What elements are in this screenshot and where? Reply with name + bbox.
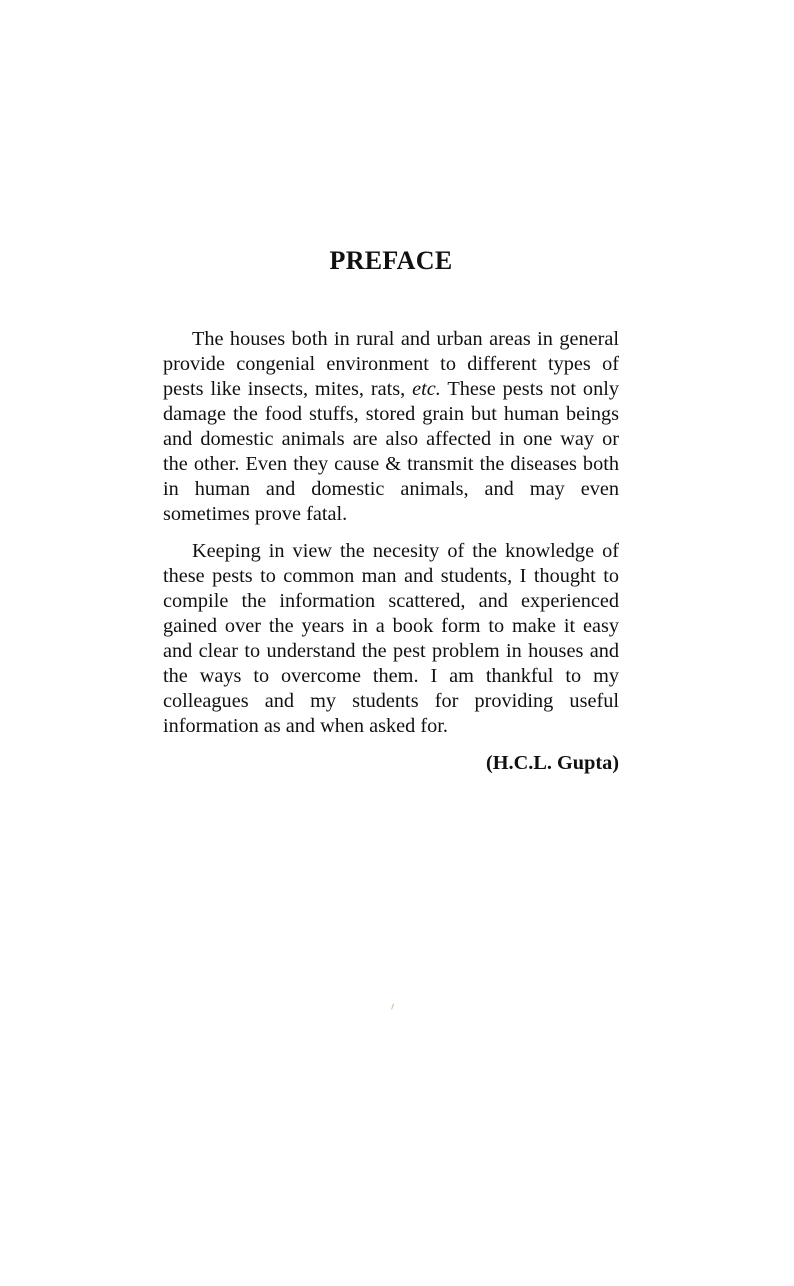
paragraph	[163, 539, 619, 739]
page-title: PREFACE	[329, 246, 453, 275]
paragraph	[163, 327, 619, 527]
author-signature: (H.C.L. Gupta)	[486, 752, 619, 774]
paper-speck	[391, 1003, 397, 1010]
preface-body	[163, 327, 619, 776]
paragraph-text: These pests not only damage the food stuffs, stored grain but human beings and domestic animals are also affected in one way or the other. Even they cause & transmit the diseases both in human and domestic animals, and may even sometimes prove fatal.	[163, 378, 619, 525]
paragraph-text: Keeping in view the necesity of the knowledge of these pests to common man and students, I thought to compile the information scattered, and experienced gained over the years in a book form to make it easy and clear to understand the pest problem in houses and the ways to overcome them. I am thankful to my colleagues and my students for providing useful information as and when asked for.	[163, 540, 619, 737]
paragraph-text: The houses both in rural and urban areas in general provide congenial environment to different types of pests like insects, mites, rats,	[163, 328, 619, 400]
paragraph-italic-text: etc.	[412, 378, 441, 400]
